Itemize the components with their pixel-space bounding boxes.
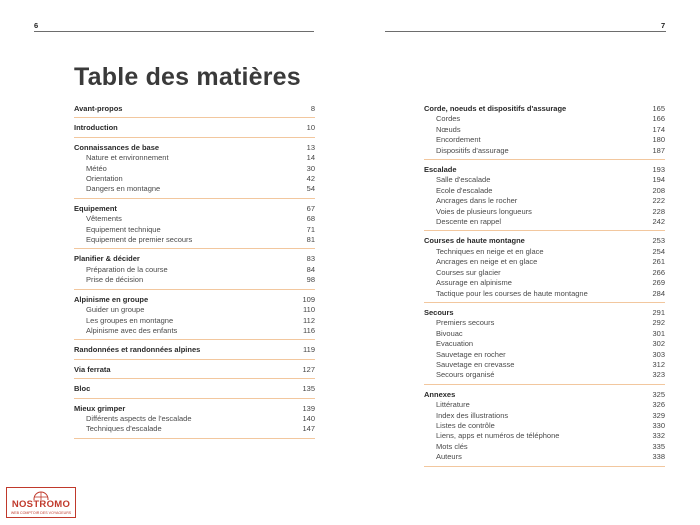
entry-label: Différents aspects de l'escalade bbox=[86, 413, 192, 423]
toc-entry bbox=[424, 318, 665, 328]
entry-page-number: 54 bbox=[306, 184, 315, 194]
entry-page-number: 194 bbox=[652, 175, 665, 185]
toc-section-heading bbox=[74, 123, 315, 133]
entry-page-number: 110 bbox=[303, 305, 315, 315]
entry-label: Auteurs bbox=[436, 452, 462, 462]
toc-section-heading bbox=[74, 295, 315, 305]
toc-section-heading bbox=[424, 165, 665, 175]
entry-page-number: 222 bbox=[652, 196, 665, 206]
toc-entry bbox=[74, 153, 315, 163]
toc-entry bbox=[424, 350, 665, 360]
entry-page-number: 180 bbox=[652, 135, 665, 145]
entry-label: Encordement bbox=[436, 135, 481, 145]
section-title: Corde, noeuds et dispositifs d'assurage bbox=[424, 104, 567, 113]
entry-label: Courses sur glacier bbox=[436, 267, 501, 277]
entry-label: Météo bbox=[86, 163, 107, 173]
entry-page-number: 42 bbox=[306, 174, 315, 184]
toc-entry bbox=[424, 114, 665, 124]
toc-entry bbox=[424, 400, 665, 410]
nostromo-logo bbox=[6, 487, 76, 518]
toc-entry bbox=[424, 207, 665, 217]
entry-label: Littérature bbox=[436, 400, 470, 410]
section-title: Planifier & décider bbox=[74, 254, 140, 264]
toc-entry bbox=[424, 135, 665, 145]
page-title: Table des matières bbox=[74, 63, 301, 91]
toc-left-column bbox=[74, 104, 315, 444]
toc-entry bbox=[424, 452, 665, 462]
toc-entry bbox=[424, 278, 665, 288]
section-title: Bloc bbox=[74, 384, 91, 394]
toc-entry bbox=[424, 186, 665, 196]
entry-label: Sauvetage en crevasse bbox=[436, 359, 515, 369]
section-title: Mieux grimper bbox=[74, 403, 126, 413]
entry-page-number: 254 bbox=[652, 246, 665, 256]
section-page-number: 253 bbox=[652, 236, 665, 246]
entry-label: Orientation bbox=[86, 174, 123, 184]
toc-entry bbox=[74, 316, 315, 326]
section-page-number: 109 bbox=[302, 294, 315, 304]
toc-section bbox=[74, 404, 315, 439]
entry-page-number: 68 bbox=[306, 214, 315, 224]
entry-page-number: 261 bbox=[652, 257, 665, 267]
section-title: Equipement bbox=[74, 203, 117, 213]
toc-entry bbox=[424, 370, 665, 380]
left-page-number: 6 bbox=[34, 21, 39, 30]
entry-page-number: 301 bbox=[652, 328, 665, 338]
section-page-number: 13 bbox=[306, 142, 315, 152]
logo-tagline: WEB COMPTOIR DES VOYAGEURS bbox=[10, 511, 72, 515]
entry-page-number: 71 bbox=[306, 224, 315, 234]
section-title: Randonnées et randonnées alpines bbox=[74, 345, 201, 355]
toc-section bbox=[74, 254, 315, 289]
toc-right-column bbox=[424, 104, 665, 472]
section-page-number: 8 bbox=[310, 104, 315, 113]
toc-section bbox=[74, 204, 315, 250]
toc-section bbox=[424, 308, 665, 385]
logo-name: NOSTROMO bbox=[11, 499, 71, 510]
toc-entry bbox=[424, 431, 665, 441]
section-title: Alpinisme en groupe bbox=[74, 294, 149, 304]
toc-section-heading bbox=[74, 404, 315, 414]
section-page-number: 325 bbox=[652, 389, 665, 399]
section-title: Avant-propos bbox=[74, 104, 123, 113]
section-page-number: 127 bbox=[302, 364, 315, 374]
entry-label: Premiers secours bbox=[436, 318, 495, 328]
toc-entry bbox=[424, 442, 665, 452]
entry-label: Secours organisé bbox=[436, 370, 495, 380]
left-header-rule bbox=[34, 31, 314, 32]
section-title: Annexes bbox=[424, 389, 456, 399]
toc-section-heading bbox=[74, 384, 315, 394]
toc-entry bbox=[424, 125, 665, 135]
entry-label: Equipement de premier secours bbox=[86, 235, 193, 245]
toc-entry bbox=[424, 247, 665, 257]
toc-entry bbox=[424, 146, 665, 156]
section-title: Via ferrata bbox=[74, 364, 111, 374]
entry-label: Voies de plusieurs longueurs bbox=[436, 206, 532, 216]
toc-entry bbox=[74, 424, 315, 434]
entry-page-number: 84 bbox=[306, 264, 315, 274]
entry-label: Dangers en montagne bbox=[86, 184, 161, 194]
toc-section-heading bbox=[74, 345, 315, 355]
entry-label: Cordes bbox=[436, 114, 461, 124]
section-page-number: 119 bbox=[303, 345, 315, 355]
entry-page-number: 326 bbox=[652, 400, 665, 410]
entry-label: Préparation de la course bbox=[86, 264, 168, 274]
entry-page-number: 312 bbox=[652, 359, 665, 369]
section-title: Escalade bbox=[424, 165, 457, 175]
toc-section bbox=[424, 165, 665, 231]
toc-entry bbox=[74, 164, 315, 174]
toc-entry bbox=[424, 196, 665, 206]
entry-page-number: 147 bbox=[302, 424, 315, 434]
entry-label: Guider un groupe bbox=[86, 305, 145, 315]
toc-section-heading bbox=[424, 308, 665, 318]
entry-page-number: 330 bbox=[652, 420, 665, 430]
entry-page-number: 323 bbox=[652, 370, 665, 380]
toc-section bbox=[74, 123, 315, 137]
entry-label: Assurage en alpinisme bbox=[436, 278, 512, 288]
section-title: Secours bbox=[424, 307, 454, 317]
entry-page-number: 116 bbox=[303, 325, 315, 335]
entry-page-number: 266 bbox=[652, 267, 665, 277]
toc-section bbox=[74, 345, 315, 359]
entry-page-number: 228 bbox=[652, 206, 665, 216]
entry-label: Ancrages en neige et en glace bbox=[436, 257, 538, 267]
toc-section-heading bbox=[74, 104, 315, 114]
entry-page-number: 302 bbox=[652, 339, 665, 349]
entry-label: Vêtements bbox=[86, 214, 122, 224]
entry-page-number: 284 bbox=[652, 288, 665, 298]
entry-label: Alpinisme avec des enfants bbox=[86, 325, 178, 335]
section-page-number: 165 bbox=[652, 104, 665, 113]
entry-page-number: 335 bbox=[652, 441, 665, 451]
entry-label: Techniques en neige et en glace bbox=[436, 246, 544, 256]
toc-entry bbox=[74, 225, 315, 235]
entry-label: Techniques d'escalade bbox=[86, 424, 162, 434]
entry-page-number: 269 bbox=[652, 278, 665, 288]
entry-label: Listes de contrôle bbox=[436, 420, 495, 430]
section-title: Introduction bbox=[74, 123, 118, 133]
entry-label: Ecole d'escalade bbox=[436, 185, 493, 195]
toc-section bbox=[74, 365, 315, 379]
toc-section-heading bbox=[424, 390, 665, 400]
entry-label: Dispositifs d'assurage bbox=[436, 145, 509, 155]
toc-section bbox=[424, 390, 665, 467]
toc-section bbox=[424, 236, 665, 302]
toc-entry bbox=[74, 235, 315, 245]
toc-section-heading bbox=[424, 236, 665, 246]
toc-entry bbox=[74, 275, 315, 285]
toc-entry bbox=[74, 174, 315, 184]
entry-page-number: 208 bbox=[652, 185, 665, 195]
entry-page-number: 140 bbox=[302, 413, 315, 423]
toc-entry bbox=[424, 329, 665, 339]
entry-page-number: 98 bbox=[306, 275, 315, 285]
entry-page-number: 338 bbox=[652, 452, 665, 462]
toc-entry bbox=[74, 214, 315, 224]
right-header-rule bbox=[385, 31, 666, 32]
entry-page-number: 112 bbox=[303, 315, 315, 325]
entry-page-number: 14 bbox=[306, 153, 315, 163]
entry-page-number: 303 bbox=[652, 349, 665, 359]
toc-entry bbox=[424, 217, 665, 227]
toc-section bbox=[74, 143, 315, 199]
entry-label: Tactique pour les courses de haute montagne bbox=[436, 288, 588, 298]
section-page-number: 67 bbox=[306, 203, 315, 213]
section-page-number: 135 bbox=[302, 384, 315, 394]
entry-label: Liens, apps et numéros de téléphone bbox=[436, 431, 560, 441]
toc-entry bbox=[74, 326, 315, 336]
entry-page-number: 30 bbox=[306, 163, 315, 173]
section-page-number: 193 bbox=[652, 165, 665, 175]
toc-entry bbox=[424, 411, 665, 421]
entry-page-number: 329 bbox=[652, 410, 665, 420]
toc-entry bbox=[74, 414, 315, 424]
toc-entry bbox=[424, 360, 665, 370]
toc-section bbox=[424, 104, 665, 160]
toc-entry bbox=[74, 305, 315, 315]
toc-section-heading bbox=[424, 104, 665, 114]
toc-section bbox=[74, 104, 315, 118]
entry-label: Mots clés bbox=[436, 441, 468, 451]
entry-page-number: 81 bbox=[306, 235, 315, 245]
right-page-number: 7 bbox=[661, 21, 666, 30]
entry-page-number: 332 bbox=[652, 431, 665, 441]
entry-page-number: 242 bbox=[652, 217, 665, 227]
toc-section-heading bbox=[74, 254, 315, 264]
toc-entry bbox=[424, 339, 665, 349]
section-page-number: 10 bbox=[306, 123, 315, 133]
entry-label: Equipement technique bbox=[86, 224, 161, 234]
section-title: Connaissances de base bbox=[74, 142, 160, 152]
toc-entry bbox=[424, 268, 665, 278]
section-page-number: 291 bbox=[652, 307, 665, 317]
toc-section-heading bbox=[74, 365, 315, 375]
toc-entry bbox=[74, 265, 315, 275]
section-page-number: 139 bbox=[302, 403, 315, 413]
entry-page-number: 292 bbox=[652, 318, 665, 328]
toc-section-heading bbox=[74, 143, 315, 153]
entry-page-number: 174 bbox=[652, 124, 665, 134]
toc-entry bbox=[74, 184, 315, 194]
section-page-number: 83 bbox=[306, 254, 315, 264]
entry-label: Bivouac bbox=[436, 328, 463, 338]
entry-label: Salle d'escalade bbox=[436, 175, 491, 185]
entry-label: Nature et environnement bbox=[86, 153, 169, 163]
toc-entry bbox=[424, 175, 665, 185]
toc-section bbox=[74, 295, 315, 341]
entry-label: Les groupes en montagne bbox=[86, 315, 174, 325]
entry-label: Index des illustrations bbox=[436, 410, 509, 420]
toc-section bbox=[74, 384, 315, 398]
entry-page-number: 187 bbox=[652, 145, 665, 155]
section-title: Courses de haute montagne bbox=[424, 236, 525, 246]
toc-section-heading bbox=[74, 204, 315, 214]
entry-label: Nœuds bbox=[436, 124, 461, 134]
entry-label: Sauvetage en rocher bbox=[436, 349, 506, 359]
toc-entry bbox=[424, 289, 665, 299]
toc-entry bbox=[424, 257, 665, 267]
entry-label: Evacuation bbox=[436, 339, 474, 349]
entry-label: Descente en rappel bbox=[436, 217, 502, 227]
entry-label: Ancrages dans le rocher bbox=[436, 196, 518, 206]
entry-label: Prise de décision bbox=[86, 275, 144, 285]
toc-entry bbox=[424, 421, 665, 431]
entry-page-number: 166 bbox=[652, 114, 665, 124]
